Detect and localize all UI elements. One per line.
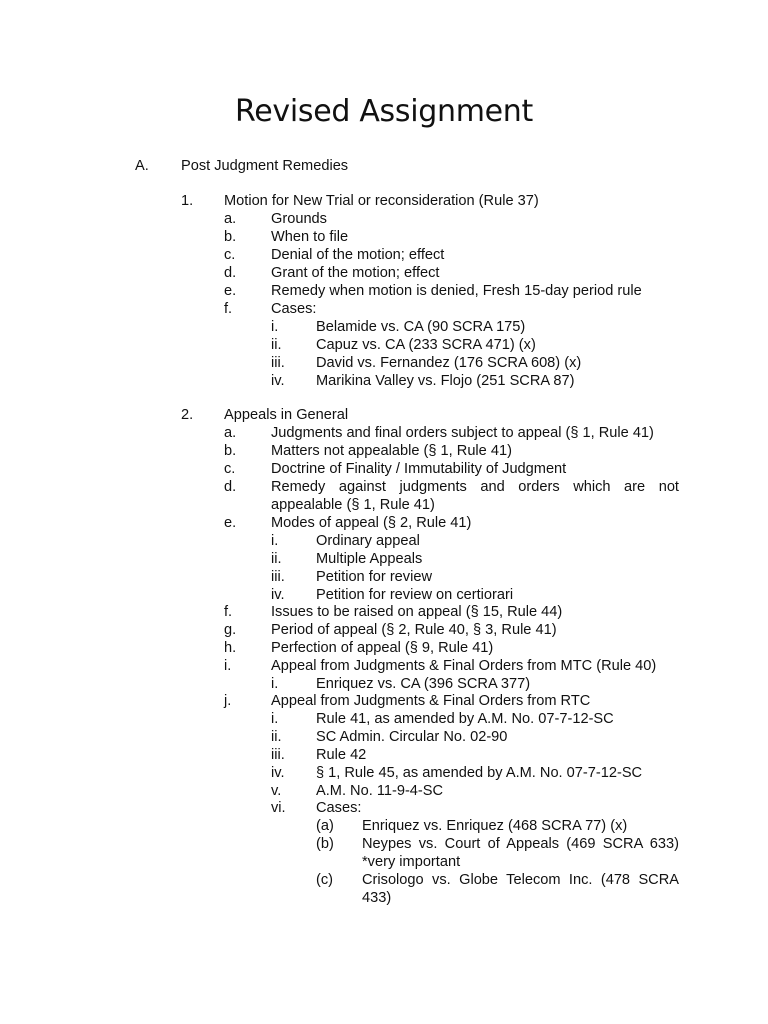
mode-label: Ordinary appeal	[316, 533, 420, 549]
subitem-label: Remedy when motion is denied, Fresh 15-day period rule	[271, 283, 642, 299]
reference-marker: iv.	[271, 765, 285, 781]
subitem-marker: e.	[224, 283, 237, 299]
reference-marker: i.	[271, 711, 279, 727]
case-marker: i.	[271, 676, 279, 692]
subitem-label: Grant of the motion; effect	[271, 265, 440, 281]
subitem-label: Cases:	[271, 301, 317, 317]
case-label: Enriquez vs. Enriquez (468 SCRA 77) (x)	[362, 818, 628, 834]
section-marker: A.	[135, 158, 149, 174]
subitem-label: Issues to be raised on appeal (§ 15, Rule 44)	[271, 604, 563, 620]
subitem-marker: a.	[224, 211, 237, 227]
subitem-label: Period of appeal (§ 2, Rule 40, § 3, Rule 41)	[271, 622, 557, 638]
case-label: Belamide vs. CA (90 SCRA 175)	[316, 319, 526, 335]
subitem-marker: c.	[224, 247, 236, 263]
case-marker: (c)	[316, 872, 334, 888]
subitem-label: Perfection of appeal (§ 9, Rule 41)	[271, 640, 494, 656]
subitem-label: When to file	[271, 229, 349, 245]
subitem-marker: j.	[224, 693, 232, 709]
mode-label: Multiple Appeals	[316, 551, 423, 567]
subitem-label: Remedy against judgments and orders which are not	[271, 479, 679, 495]
subitem-label: Grounds	[271, 211, 327, 227]
case-marker: i.	[271, 319, 279, 335]
reference-marker: ii.	[271, 729, 282, 745]
subitem-marker: a.	[224, 425, 237, 441]
case-marker: (b)	[316, 836, 334, 852]
subitem-label: Appeal from Judgments & Final Orders from RTC	[271, 693, 591, 709]
case-label-continued: 433)	[362, 890, 392, 906]
subitem-marker: f.	[224, 604, 233, 620]
subitem-label: Modes of appeal (§ 2, Rule 41)	[271, 515, 472, 531]
subitem-label: Judgments and final orders subject to appeal (§ 1, Rule 41)	[271, 425, 654, 441]
case-marker: iii.	[271, 355, 285, 371]
case-label: Marikina Valley vs. Flojo (251 SCRA 87)	[316, 373, 575, 389]
reference-label: SC Admin. Circular No. 02-90	[316, 729, 508, 745]
subitem-marker: d.	[224, 265, 237, 281]
reference-marker: vi.	[271, 800, 286, 816]
case-marker: (a)	[316, 818, 334, 834]
subitem-marker: h.	[224, 640, 237, 656]
case-label: Enriquez vs. CA (396 SCRA 377)	[316, 676, 531, 692]
subitem-marker: i.	[224, 658, 232, 674]
item-marker: 1.	[181, 193, 194, 209]
mode-label: Petition for review	[316, 569, 432, 585]
case-note: *very important	[362, 854, 461, 870]
subitem-label: Appeal from Judgments & Final Orders from MTC (Rule 40)	[271, 658, 657, 674]
reference-label: Rule 42	[316, 747, 367, 763]
subitem-label: Doctrine of Finality / Immutability of Judgment	[271, 461, 567, 477]
case-label: Capuz vs. CA (233 SCRA 471) (x)	[316, 337, 536, 353]
case-label: David vs. Fernandez (176 SCRA 608) (x)	[316, 355, 582, 371]
subitem-marker: d.	[224, 479, 237, 495]
item-heading: Appeals in General	[224, 407, 349, 423]
subitem-marker: e.	[224, 515, 237, 531]
reference-label: § 1, Rule 45, as amended by A.M. No. 07-7-12-SC	[316, 765, 643, 781]
reference-marker: v.	[271, 783, 282, 799]
reference-label: Rule 41, as amended by A.M. No. 07-7-12-SC	[316, 711, 614, 727]
mode-marker: ii.	[271, 551, 282, 567]
subitem-marker: f.	[224, 301, 233, 317]
case-label: Neypes vs. Court of Appeals (469 SCRA 633)	[362, 836, 679, 852]
mode-marker: i.	[271, 533, 279, 549]
subitem-marker: b.	[224, 229, 237, 245]
subitem-marker: c.	[224, 461, 236, 477]
mode-marker: iv.	[271, 587, 285, 603]
subitem-marker: g.	[224, 622, 237, 638]
case-marker: ii.	[271, 337, 282, 353]
reference-label: A.M. No. 11-9-4-SC	[316, 783, 444, 799]
section-heading: Post Judgment Remedies	[181, 158, 349, 174]
case-marker: iv.	[271, 373, 285, 389]
subitem-label: Denial of the motion; effect	[271, 247, 445, 263]
item-heading: Motion for New Trial or reconsideration (Rule 37)	[224, 193, 539, 209]
case-label: Crisologo vs. Globe Telecom Inc. (478 SCRA	[362, 872, 679, 888]
subitem-marker: b.	[224, 443, 237, 459]
reference-label: Cases:	[316, 800, 362, 816]
reference-marker: iii.	[271, 747, 285, 763]
subitem-label: Matters not appealable (§ 1, Rule 41)	[271, 443, 512, 459]
mode-label: Petition for review on certiorari	[316, 587, 514, 603]
subitem-label-continued: appealable (§ 1, Rule 41)	[271, 497, 435, 513]
item-marker: 2.	[181, 407, 194, 423]
document-title: Revised Assignment	[235, 94, 533, 129]
mode-marker: iii.	[271, 569, 285, 585]
